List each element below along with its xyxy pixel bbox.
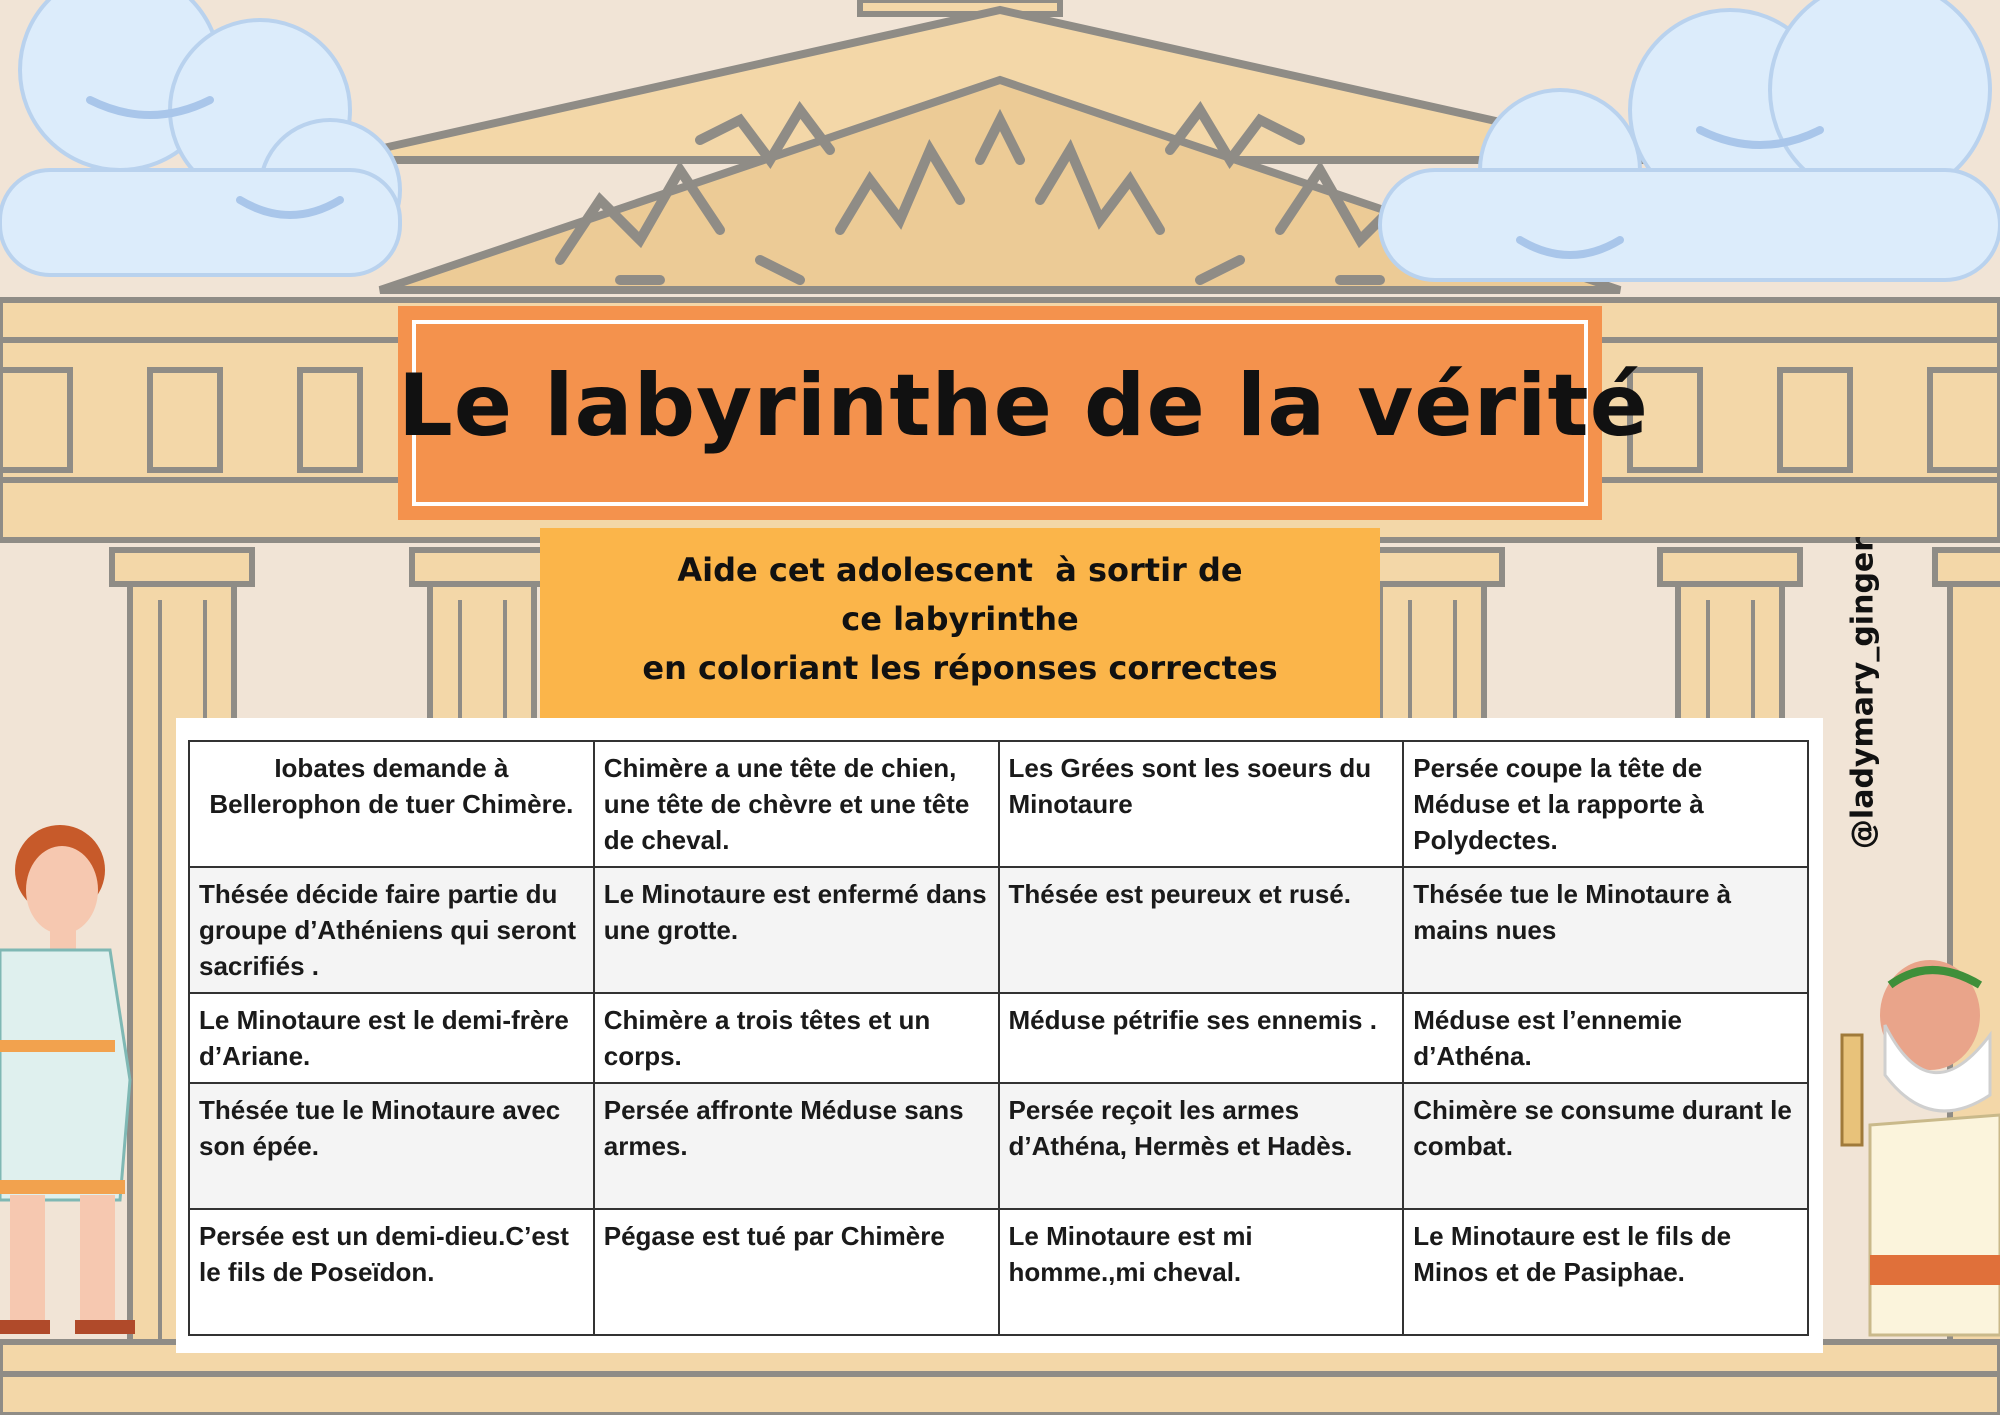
statement-cell[interactable]: Le Minotaure est enfermé dans une grotte.: [594, 867, 999, 993]
statement-cell[interactable]: Le Minotaure est le demi-frère d’Ariane.: [189, 993, 594, 1083]
statement-cell[interactable]: Persée reçoit les armes d’Athéna, Hermès et Hadès.: [999, 1083, 1404, 1209]
table-row: [189, 741, 1808, 867]
author-handle: [1841, 528, 1885, 858]
table-row: [189, 867, 1808, 993]
table-row: [189, 1083, 1808, 1209]
instructions: [540, 546, 1380, 693]
youth-character-illustration: [0, 820, 150, 1350]
old-sage-character-illustration: [1830, 955, 2000, 1350]
statement-cell[interactable]: Thésée décide faire partie du groupe d’Athéniens qui seront sacrifiés .: [189, 867, 594, 993]
quiz-table-panel: [176, 718, 1823, 1353]
statement-cell[interactable]: Méduse pétrifie ses ennemis .: [999, 993, 1404, 1083]
statement-cell[interactable]: Pégase est tué par Chimère: [594, 1209, 999, 1335]
instructions-line: en coloriant les réponses correctes: [642, 649, 1278, 687]
statement-cell[interactable]: Le Minotaure est le fils de Minos et de Pasiphae.: [1403, 1209, 1808, 1335]
title-banner: [398, 306, 1649, 520]
statement-cell[interactable]: Iobates demande à Bellerophon de tuer Chimère.: [189, 741, 594, 867]
instructions-band: [540, 528, 1380, 718]
statement-cell[interactable]: Chimère a trois têtes et un corps.: [594, 993, 999, 1083]
statement-cell[interactable]: Chimère se consume durant le combat.: [1403, 1083, 1808, 1209]
table-row: [189, 993, 1808, 1083]
statement-cell[interactable]: Thésée tue le Minotaure à mains nues: [1403, 867, 1808, 993]
statement-cell[interactable]: Thésée tue le Minotaure avec son épée.: [189, 1083, 594, 1209]
statement-cell[interactable]: Méduse est l’ennemie d’Athéna.: [1403, 993, 1808, 1083]
statement-cell[interactable]: Les Grées sont les soeurs du Minotaure: [999, 741, 1404, 867]
quiz-table: [188, 740, 1809, 1336]
statement-cell[interactable]: Thésée est peureux et rusé.: [999, 867, 1404, 993]
statement-cell[interactable]: Persée affronte Méduse sans armes.: [594, 1083, 999, 1209]
author-handle-text: @ladymary_ginger: [1845, 536, 1881, 850]
statement-cell[interactable]: Chimère a une tête de chien, une tête de chèvre et une tête de cheval.: [594, 741, 999, 867]
table-row: [189, 1209, 1808, 1335]
statement-cell[interactable]: Le Minotaure est mi homme.,mi cheval.: [999, 1209, 1404, 1335]
statement-cell[interactable]: Persée coupe la tête de Méduse et la rapporte à Polydectes.: [1403, 741, 1808, 867]
instructions-line: ce labyrinthe: [841, 600, 1079, 638]
statement-cell[interactable]: Persée est un demi-dieu.C’est le fils de Poseïdon.: [189, 1209, 594, 1335]
page-title: Le labyrinthe de la vérité: [398, 356, 1649, 456]
instructions-line: Aide cet adolescent à sortir de: [677, 551, 1243, 589]
